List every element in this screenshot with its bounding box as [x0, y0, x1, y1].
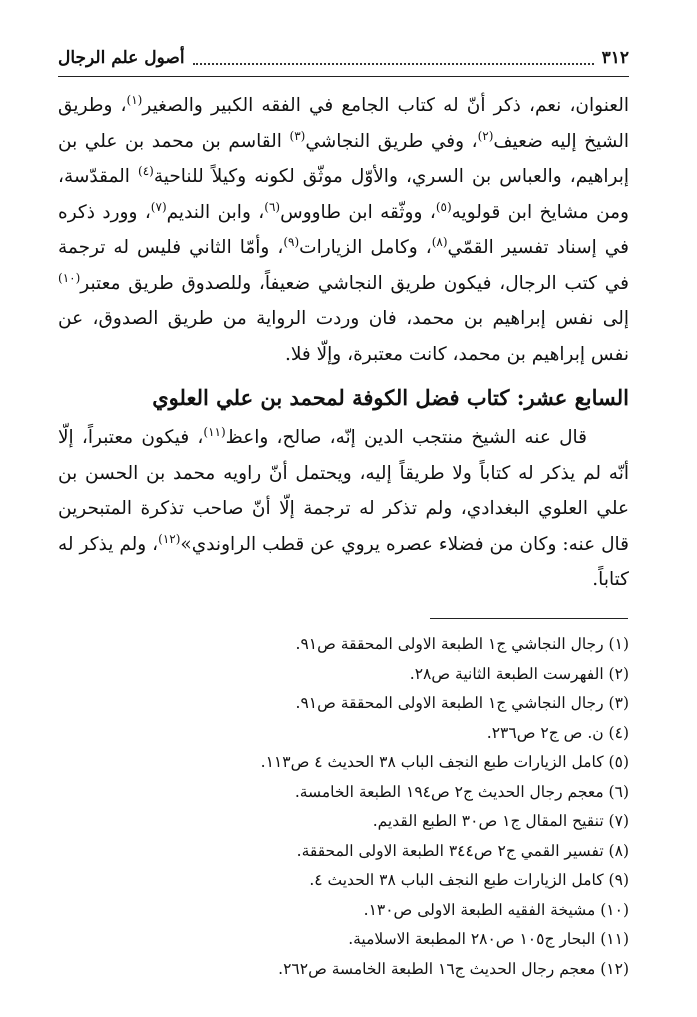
footnote: (٥) كامل الزيارات طبع النجف الباب ٣٨ الحديث ٤ ص١١٣.: [260, 753, 629, 771]
footnote-ref: (٣): [289, 128, 306, 143]
page-number: ٣١٢: [601, 48, 629, 68]
footnote: (١٢) معجم رجال الحديث ج١٦ الطبعة الخامسة ص٢٦٢.: [278, 959, 629, 978]
footnote: (٨) تفسير القمي ج٢ ص٣٤٤ الطبعة الاولى المحققة.: [296, 841, 629, 860]
header-dot-leader: [193, 51, 594, 65]
running-title: أصول علم الرجال: [58, 48, 185, 68]
footnote-ref: (٥): [435, 199, 452, 214]
footnote: (١١) البحار ج١٠٥ ص٢٨٠ المطبعة الاسلامية.: [348, 930, 629, 948]
paragraph-1: العنوان، نعم، ذكر أنّ له كتاب الجامع في الفقه الكبير والصغير$^{(١)}$، وطريق الشيخ إليه ضعيف$^{(٢)}$، وفي طريق النجاشي$^{(٣)}$ القاسم بن محمد بن علي بن إبراهيم، والعباس بن السري، والأوّل موثّق لكونه وكيلاً للناحية$^{(٤)}$ المقدّسة، ومن مشايخ ابن قولويه$^{(٥)}$، ووثّقه ابن طاووس$^{(٦)}$، وابن النديم$^{(٧)}$، وورد ذكره في إسناد تفسير القمّي$^{(٨)}$، وكامل الزيارات$^{(٩)}$، وأمّا الثاني فليس له ترجمة في كتب الرجال، فيكون طريق النجاشي ضعيفاً، وللصدوق طريق معتبر$^{(١٠)}$ إلى نفس إبراهيم بن محمد، فان وردت الرواية من طريق الصدوق، عن نفس إبراهيم بن محمد، كانت معتبرة، وإلّا فلا.: [58, 92, 629, 365]
footnote-ref: (١١): [203, 424, 226, 439]
footnote-ref: (٨): [431, 234, 448, 249]
main-text: [58, 88, 629, 598]
footnote-ref: (٧): [150, 199, 167, 214]
paragraph-2: قال عنه الشيخ منتجب الدين إنّه، صالح، واعظ$^{(١١)}$، فيكون معتبراً، إلّا أنّه لم يذكر له كتاباً ولا طريقاً إليه، ويحتمل أنّ راويه محمد بن الحسن بن علي العلوي البغدادي، ولم تذكر له ترجمة إلّا أنّ صاحب تذكرة المتبحرين قال عنه: وكان من فضلاء عصره يروي عن قطب الراوندي»$^{(١٢)}$، ولم يذكر له كتاباً.: [58, 424, 629, 590]
footnote: (٣) رجال النجاشي ج١ الطبعة الاولى المحققة ص٩١.: [295, 694, 629, 712]
footnote-ref: (٤): [138, 163, 154, 178]
footnote: (٤) ن. ص ج٢ ص٢٣٦.: [486, 723, 629, 742]
footnote: (٩) كامل الزيارات طبع النجف الباب ٣٨ الحديث ٤.: [309, 871, 629, 889]
footnote-ref: (١٠): [58, 270, 81, 285]
footnote-ref: (٢): [477, 128, 494, 143]
footnote-separator: [430, 618, 628, 619]
footnote: (١) رجال النجاشي ج١ الطبعة الاولى المحققة ص٩١.: [295, 635, 629, 653]
header-rule: [58, 76, 629, 77]
page-header: [58, 44, 629, 72]
footnote: (٢) الفهرست الطبعة الثانية ص٢٨.: [409, 664, 629, 683]
footnote-ref: (٩): [283, 234, 300, 249]
footnote: (٧) تنقيح المقال ج١ ص٣٠ الطبع القديم.: [372, 812, 629, 830]
footnote-ref: (١): [126, 92, 143, 107]
footnote-ref: (٦): [264, 199, 281, 214]
footnote: (١٠) مشيخة الفقيه الطبعة الاولى ص١٣٠.: [363, 900, 629, 919]
footnotes: [70, 630, 629, 984]
section-heading: السابع عشر: كتاب فضل الكوفة لمحمد بن علي العلوي: [152, 385, 629, 410]
footnote-ref: (١٢): [158, 531, 181, 546]
footnote: (٦) معجم رجال الحديث ج٢ ص١٩٤ الطبعة الخامسة.: [294, 782, 629, 801]
